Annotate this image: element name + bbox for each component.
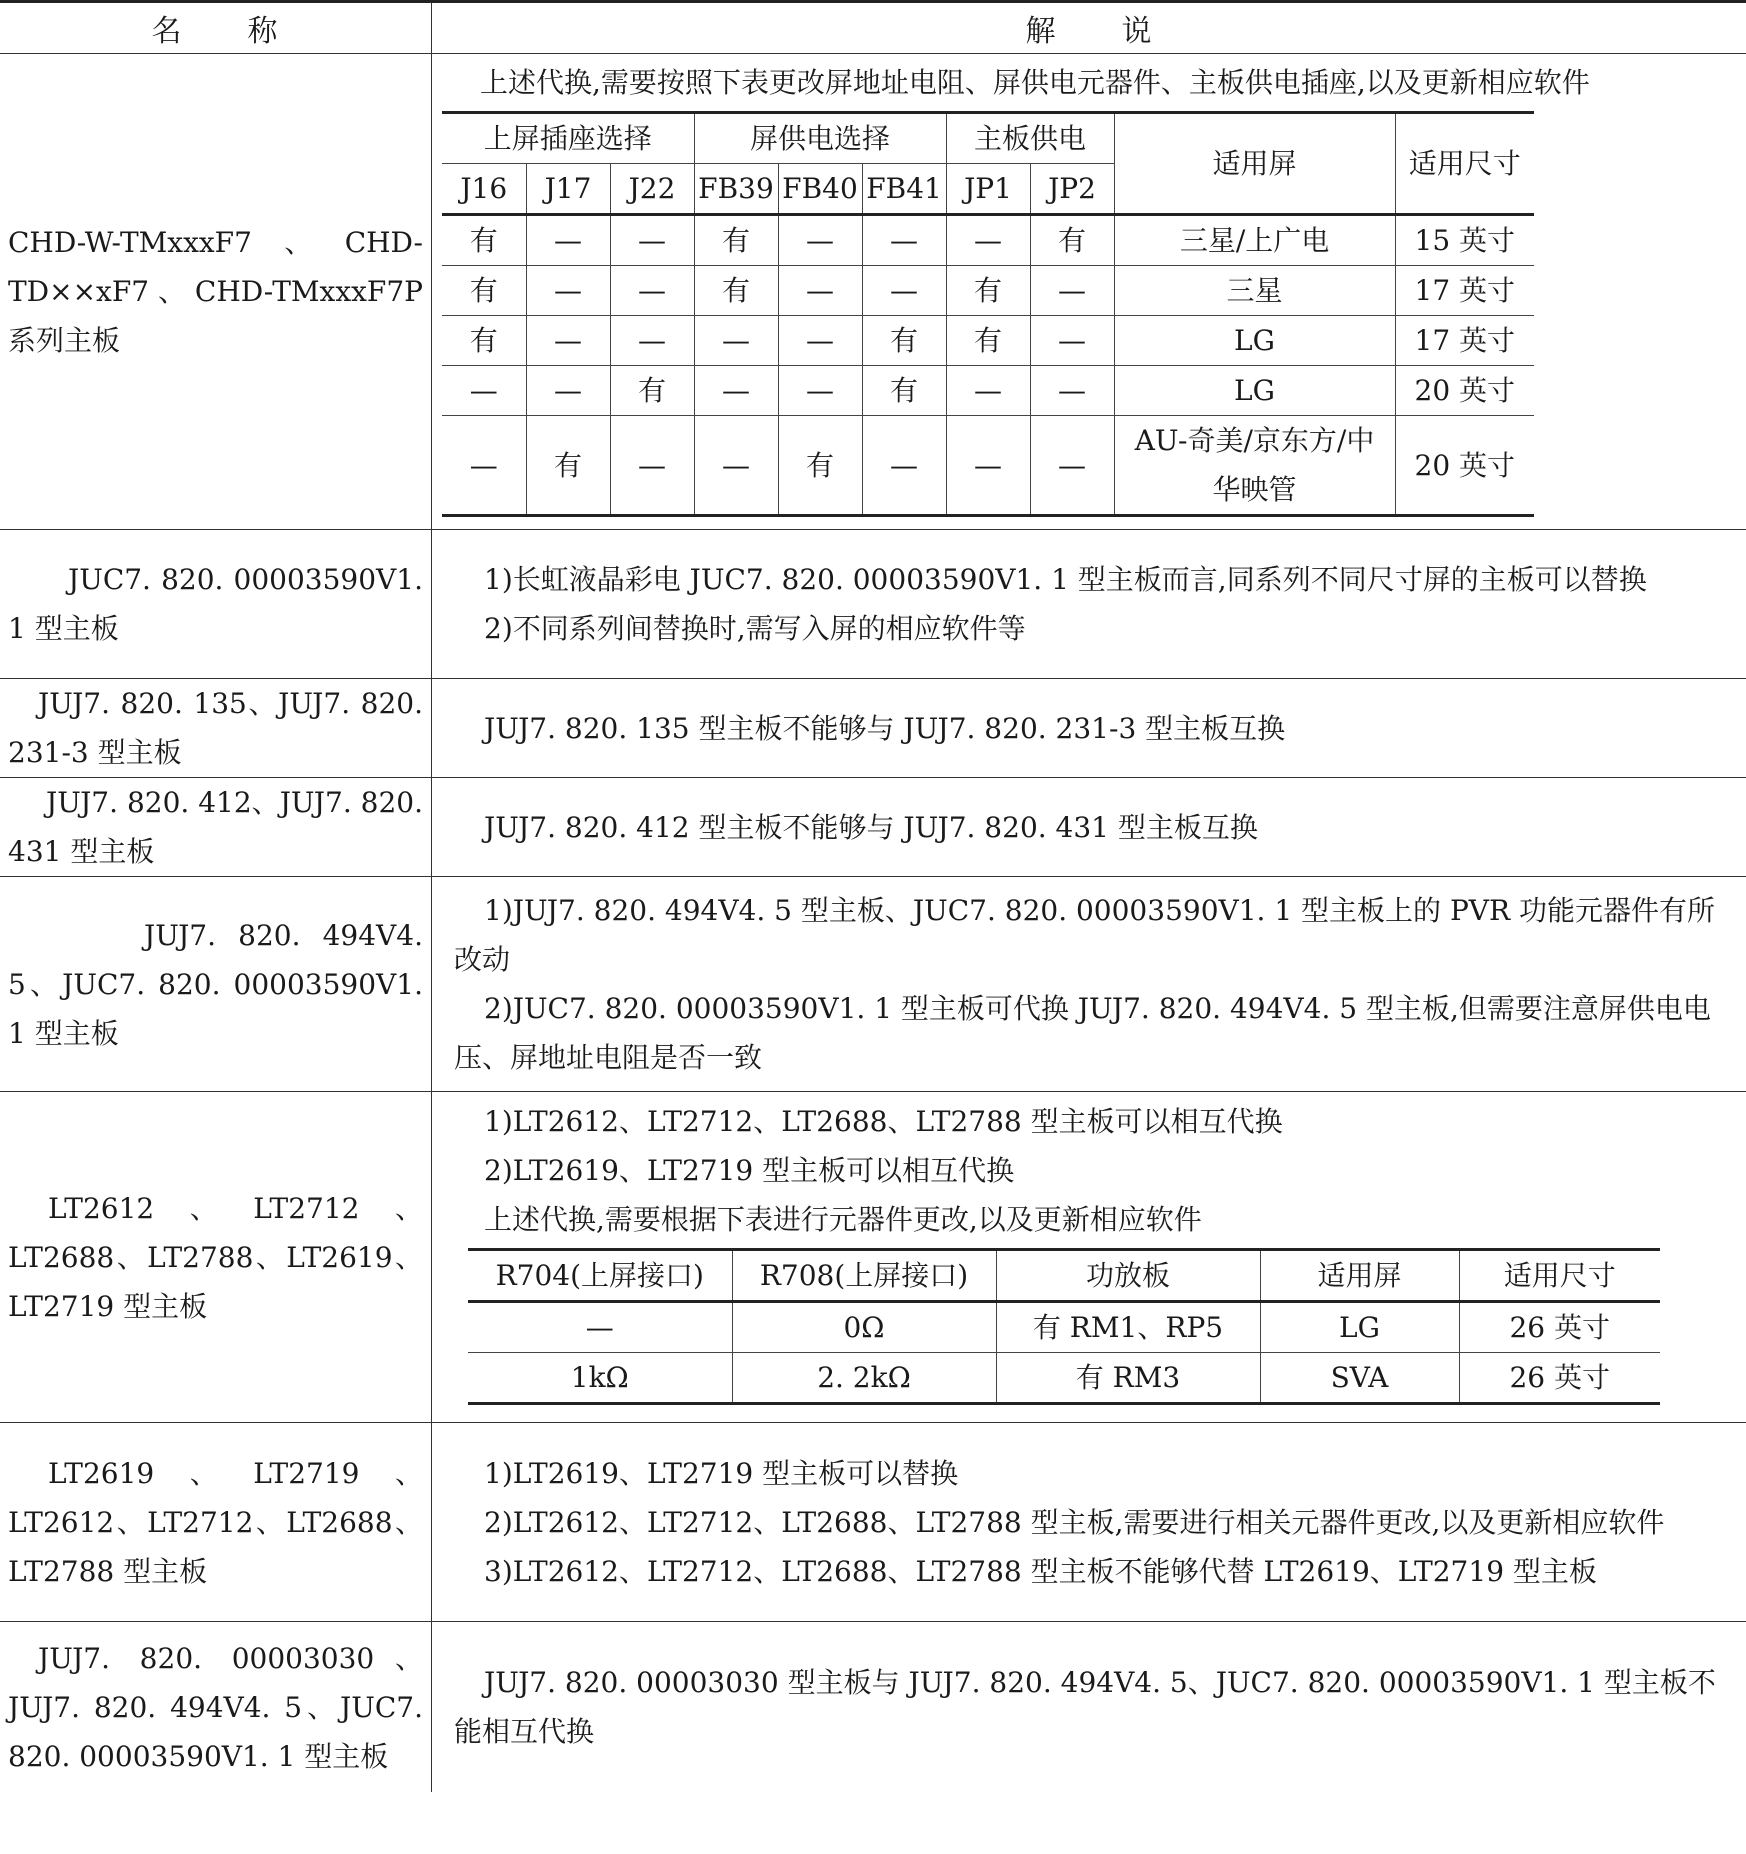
desc-line: 1)长虹液晶彩电 JUC7. 820. 00003590V1. 1 型主板而言,同系列不同尺寸屏的主板可以替换 <box>484 563 1647 596</box>
table-cell: AU-奇美/京东方/中华映管 <box>1114 416 1395 516</box>
table-cell: 20 英寸 <box>1395 416 1534 516</box>
sub-group-row <box>442 113 1534 164</box>
col-header: FB39 <box>694 164 778 215</box>
row-name <box>0 877 432 1092</box>
desc-line: 1)LT2612、LT2712、LT2688、LT2788 型主板可以相互代换 <box>484 1105 1283 1138</box>
col-header: J16 <box>442 164 526 215</box>
table-cell: 26 英寸 <box>1459 1353 1660 1404</box>
table-cell: — <box>862 416 946 516</box>
table-cell: 20 英寸 <box>1395 366 1534 416</box>
sub-col-row <box>468 1250 1660 1302</box>
table-row <box>0 778 1746 877</box>
group-cell: 主板供电 <box>946 113 1114 164</box>
table-cell: 1kΩ <box>468 1353 732 1404</box>
row-desc <box>432 778 1746 877</box>
table-cell: — <box>946 366 1030 416</box>
row-desc <box>432 679 1746 778</box>
table-cell: — <box>442 416 526 516</box>
table-cell: 有 <box>610 366 694 416</box>
group-cell: 屏供电选择 <box>694 113 946 164</box>
col-header: R708(上屏接口) <box>732 1250 996 1302</box>
table-cell: 有 <box>442 266 526 316</box>
table-cell: — <box>1030 366 1114 416</box>
table-cell: — <box>694 416 778 516</box>
table-cell: 有 <box>442 215 526 266</box>
table-cell: — <box>694 316 778 366</box>
row-name-text: JUJ7. 820. 412、JUJ7. 820. 431 型主板 <box>8 786 423 868</box>
table-cell: 有 <box>862 316 946 366</box>
row-desc <box>432 1423 1746 1622</box>
table-cell: — <box>610 215 694 266</box>
desc-line: JUJ7. 820. 135 型主板不能够与 JUJ7. 820. 231-3 型主板互换 <box>484 711 1286 745</box>
table-cell: LG <box>1114 366 1395 416</box>
table-cell: — <box>778 316 862 366</box>
table-cell: 有 <box>946 266 1030 316</box>
table-cell: — <box>610 316 694 366</box>
table-cell: — <box>526 316 610 366</box>
table-cell: 有 <box>862 366 946 416</box>
row-name <box>0 1423 432 1622</box>
table-cell: 有 RM1、RP5 <box>996 1302 1260 1353</box>
table-cell: 2. 2kΩ <box>732 1353 996 1404</box>
row-name-text: LT2612、LT2712、LT2688、LT2788、LT2619、LT2719 型主板 <box>8 1191 423 1323</box>
table-cell: — <box>778 366 862 416</box>
header-desc: 解 说 <box>432 2 1746 54</box>
desc-line: 2)LT2612、LT2712、LT2688、LT2788 型主板,需要进行相关元器件更改,以及更新相应软件 <box>484 1505 1665 1539</box>
table-cell: 17 英寸 <box>1395 316 1534 366</box>
table-cell: 26 英寸 <box>1459 1302 1660 1353</box>
row-name-text: JUJ7. 820. 00003030、JUJ7. 820. 494V4. 5、JUC7. 820. 00003590V1. 1 型主板 <box>8 1641 423 1773</box>
col-header: R704(上屏接口) <box>468 1250 732 1302</box>
table-row <box>468 1302 1660 1353</box>
table-cell: 有 RM3 <box>996 1353 1260 1404</box>
table-cell: LG <box>1260 1302 1459 1353</box>
col-header: J22 <box>610 164 694 215</box>
col-header: J17 <box>526 164 610 215</box>
table-cell: — <box>778 266 862 316</box>
table-cell: 有 <box>778 416 862 516</box>
col-header: 适用尺寸 <box>1459 1250 1660 1302</box>
table-row <box>0 877 1746 1092</box>
row-name-text: JUJ7. 820. 494V4. 5、JUC7. 820. 00003590V1. 1 型主板 <box>8 918 423 1050</box>
row-name <box>0 1092 432 1423</box>
table-cell: — <box>862 215 946 266</box>
row-name <box>0 530 432 679</box>
table-cell: 有 <box>946 316 1030 366</box>
table-cell: — <box>526 366 610 416</box>
table-cell: LG <box>1114 316 1395 366</box>
row-desc <box>432 1622 1746 1793</box>
table-row <box>442 316 1534 366</box>
table-cell: — <box>1030 416 1114 516</box>
table-cell: — <box>610 416 694 516</box>
row-name: CHD-W-TMxxxF7、CHD-TD××xF7、CHD-TMxxxF7P 系列主板 <box>0 54 432 530</box>
row-desc <box>432 54 1746 530</box>
table-cell: 有 <box>442 316 526 366</box>
table-cell: — <box>862 266 946 316</box>
table-cell: — <box>526 215 610 266</box>
row-name-text: JUC7. 820. 00003590V1. 1 型主板 <box>8 563 423 645</box>
desc-line: JUJ7. 820. 00003030 型主板与 JUJ7. 820. 494V4. 5、JUC7. 820. 00003590V1. 1 型主板不能相互代换 <box>454 1666 1716 1748</box>
desc-line: 上述代换,需要根据下表进行元器件更改,以及更新相应软件 <box>484 1203 1202 1236</box>
table-cell: — <box>946 215 1030 266</box>
desc-line: 3)LT2612、LT2712、LT2688、LT2788 型主板不能够代替 LT2619、LT2719 型主板 <box>484 1554 1597 1588</box>
table-cell: — <box>778 215 862 266</box>
col-header: FB40 <box>778 164 862 215</box>
table-row <box>442 366 1534 416</box>
col-size: 适用尺寸 <box>1395 113 1534 215</box>
row-name <box>0 1622 432 1793</box>
table-row <box>0 530 1746 679</box>
table-cell: 17 英寸 <box>1395 266 1534 316</box>
col-header: 功放板 <box>996 1250 1260 1302</box>
table-cell: — <box>1030 266 1114 316</box>
table-cell: 有 <box>694 266 778 316</box>
col-screen: 适用屏 <box>1114 113 1395 215</box>
table-row <box>442 266 1534 316</box>
table-cell: — <box>610 266 694 316</box>
group-cell: 上屏插座选择 <box>442 113 694 164</box>
table-cell: 有 <box>694 215 778 266</box>
desc-line: 2)不同系列间替换时,需写入屏的相应软件等 <box>484 612 1026 645</box>
desc-line: JUJ7. 820. 412 型主板不能够与 JUJ7. 820. 431 型主板互换 <box>484 810 1258 844</box>
row-desc <box>432 530 1746 679</box>
header-name: 名 称 <box>0 2 432 54</box>
table-cell: 三星/上广电 <box>1114 215 1395 266</box>
table-row <box>0 1423 1746 1622</box>
table-cell: 0Ω <box>732 1302 996 1353</box>
sub-table-resistor <box>468 1248 1660 1405</box>
table-cell: 三星 <box>1114 266 1395 316</box>
table-cell: 有 <box>1030 215 1114 266</box>
row-name <box>0 778 432 877</box>
table-cell: — <box>694 366 778 416</box>
row-name-text: LT2619、LT2719、LT2612、LT2712、LT2688、LT2788 型主板 <box>8 1456 423 1588</box>
row-name <box>0 679 432 778</box>
table-cell: SVA <box>1260 1353 1459 1404</box>
table-row <box>0 679 1746 778</box>
col-header: JP2 <box>1030 164 1114 215</box>
desc-line: 2)JUC7. 820. 00003590V1. 1 型主板可代换 JUJ7. 820. 494V4. 5 型主板,但需要注意屏供电电压、屏地址电阻是否一致 <box>454 992 1711 1074</box>
row-desc <box>432 1092 1746 1423</box>
table-cell: — <box>468 1302 732 1353</box>
table-cell: 有 <box>526 416 610 516</box>
table-row <box>0 1622 1746 1793</box>
table-row <box>442 215 1534 266</box>
table-cell: — <box>1030 316 1114 366</box>
sub-table-body <box>468 1302 1660 1404</box>
desc-line: 1)JUJ7. 820. 494V4. 5 型主板、JUC7. 820. 00003590V1. 1 型主板上的 PVR 功能元器件有所改动 <box>454 894 1716 976</box>
table-cell: — <box>526 266 610 316</box>
desc-line: 上述代换,需要按照下表更改屏地址电阻、屏供电元器件、主板供电插座,以及更新相应软件 <box>480 66 1590 99</box>
header-row <box>0 2 1746 54</box>
table-cell: — <box>442 366 526 416</box>
sub-table-body <box>442 215 1534 516</box>
table-cell: 15 英寸 <box>1395 215 1534 266</box>
table-cell: — <box>946 416 1030 516</box>
row-name-text: JUJ7. 820. 135、JUJ7. 820. 231-3 型主板 <box>8 687 423 769</box>
desc-line: 1)LT2619、LT2719 型主板可以替换 <box>484 1456 959 1490</box>
col-header: 适用屏 <box>1260 1250 1459 1302</box>
table-row <box>442 416 1534 516</box>
col-header: FB41 <box>862 164 946 215</box>
row-desc <box>432 877 1746 1092</box>
col-header: JP1 <box>946 164 1030 215</box>
table-row <box>0 1092 1746 1423</box>
table-row <box>468 1353 1660 1404</box>
sub-table-screen <box>442 111 1534 517</box>
table-row <box>0 54 1746 530</box>
desc-line: 2)LT2619、LT2719 型主板可以相互代换 <box>484 1154 1015 1187</box>
